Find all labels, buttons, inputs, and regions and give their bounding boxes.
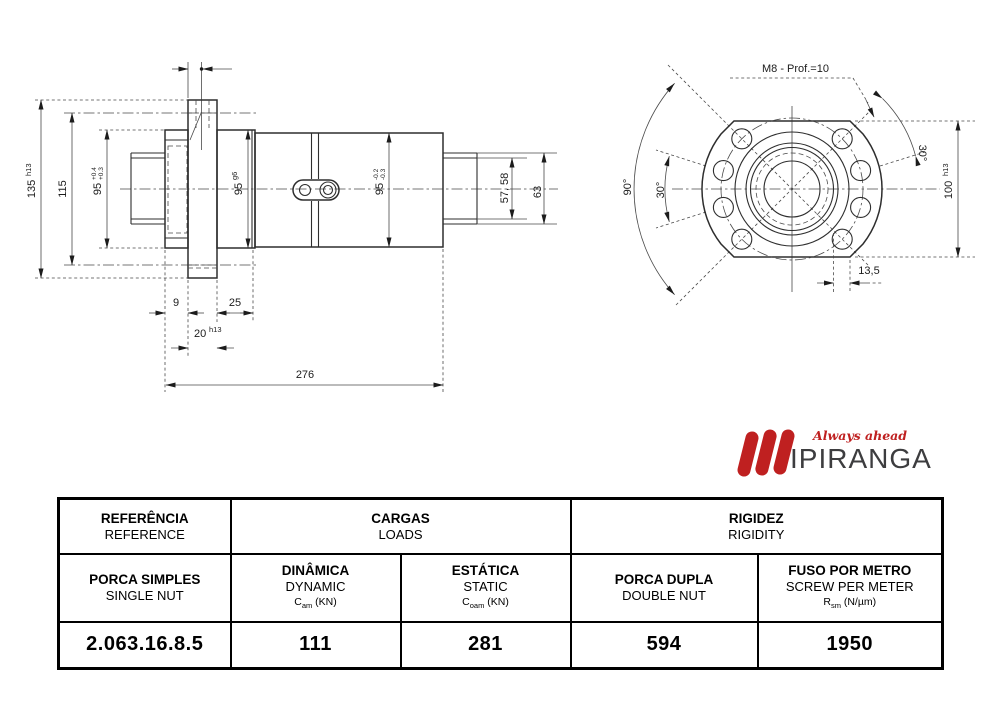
svg-text:135: 135: [26, 179, 38, 199]
table-group-header-row: [59, 499, 943, 554]
svg-text:63: 63: [532, 185, 544, 199]
table-value-row: [59, 622, 943, 669]
table-column-header-row: [59, 554, 943, 622]
dim-hole-angle-right: [873, 90, 928, 166]
svg-text:90°: 90°: [622, 178, 634, 196]
svg-text:M8 - Prof.=10: M8 - Prof.=10: [762, 63, 829, 75]
col-double-nut: PORCA DUPLA DOUBLE NUT: [571, 554, 758, 622]
dim-top: [172, 67, 232, 70]
svg-text:h13: h13: [24, 163, 33, 176]
value-static-load: 281: [401, 622, 571, 669]
dim-corner: [817, 233, 882, 292]
diagonal-45: [676, 107, 874, 305]
value-dynamic-load: 111: [231, 622, 401, 669]
svg-text:25: 25: [228, 297, 242, 309]
value-reference: 2.063.16.8.5: [59, 622, 231, 669]
grease-nipple: [293, 180, 339, 200]
col-screw-per-meter: FUSO POR METRO SCREW PER METER $R_{sm}$ (N/µm): [758, 554, 943, 622]
header-rigidity: RIGIDEZ RIGIDITY: [571, 499, 943, 554]
svg-text:-0.3: -0.3: [380, 168, 387, 180]
svg-text:h13: h13: [941, 163, 950, 176]
svg-text:g6: g6: [230, 171, 239, 180]
side-view: [24, 62, 558, 392]
dim-body-od: [373, 133, 389, 247]
svg-text:30°: 30°: [916, 144, 928, 162]
svg-text:276: 276: [295, 369, 315, 381]
dim-hole-angle-left: [655, 155, 672, 222]
nut-body: [255, 133, 443, 247]
screw-stub-left: [131, 146, 187, 233]
dim-flange-od: [24, 100, 41, 278]
logo-mark: [736, 428, 796, 478]
value-double-nut-rigidity: 594: [571, 622, 758, 669]
header-loads: CARGAS LOADS: [231, 499, 571, 554]
logo-tagline: Always ahead: [813, 428, 907, 443]
front-view: [622, 63, 975, 305]
dim-quadrant-angle: [622, 82, 676, 297]
svg-text:13,5: 13,5: [858, 265, 880, 277]
svg-text:+0.4: +0.4: [91, 167, 98, 180]
svg-text:95: 95: [374, 182, 386, 196]
logo-brand-text: IPIRANGA: [790, 443, 932, 474]
col-static: ESTÁTICA STATIC $C_{oam}$ (KN): [401, 554, 571, 622]
spec-table: [57, 497, 944, 670]
dim-seal-width: [149, 297, 204, 313]
dim-collar-width: [217, 297, 253, 313]
svg-text:57, 58: 57, 58: [499, 172, 511, 204]
col-single-nut: PORCA SIMPLES SINGLE NUT: [59, 554, 231, 622]
svg-text:-0.2: -0.2: [373, 168, 380, 180]
dim-screw-od: [532, 153, 544, 224]
col-dynamic: DINÂMICA DYNAMIC $C_{am}$ (KN): [231, 554, 401, 622]
dim-seal-od: [91, 130, 107, 248]
header-reference: REFERÊNCIA REFERENCE: [59, 499, 231, 554]
thread-note: [730, 63, 874, 117]
diagonal-135: [668, 65, 868, 265]
value-screw-rigidity: 1950: [758, 622, 943, 669]
svg-text:9: 9: [172, 297, 180, 309]
svg-text:30°: 30°: [655, 181, 667, 199]
dim-bolt-circle: [57, 113, 72, 265]
logo: [736, 428, 932, 478]
svg-text:+0.3: +0.3: [98, 167, 105, 180]
dim-flange-width: [171, 325, 234, 348]
dim-root-od: [499, 158, 512, 219]
svg-text:h13: h13: [209, 325, 222, 334]
svg-text:95: 95: [233, 182, 245, 196]
dim-total-length: [166, 369, 443, 385]
svg-text:100: 100: [943, 180, 955, 200]
svg-text:115: 115: [57, 180, 69, 198]
svg-text:20: 20: [194, 328, 207, 340]
svg-text:95: 95: [92, 182, 104, 196]
